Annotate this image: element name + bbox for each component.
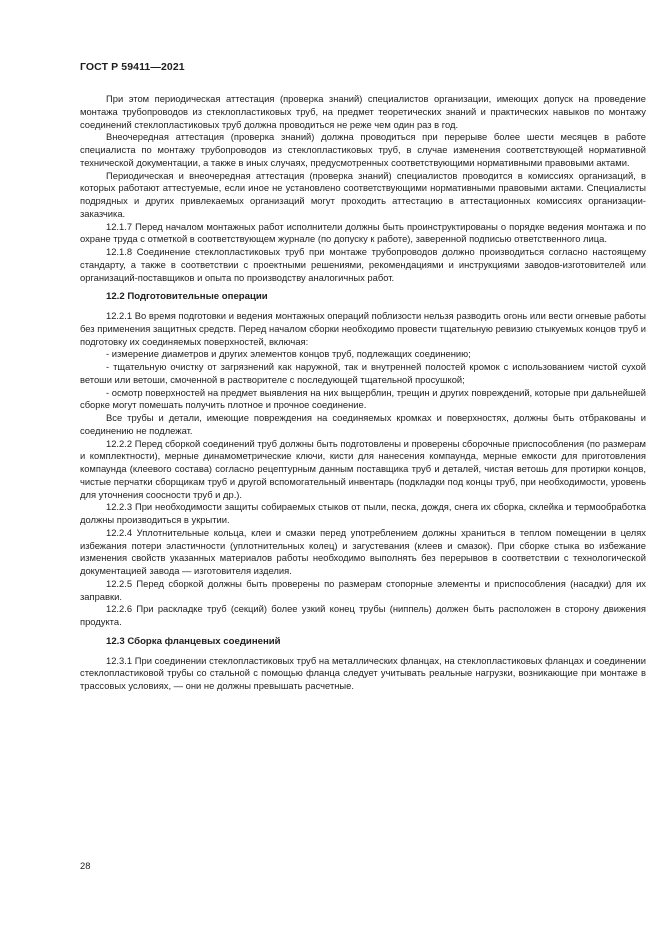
paragraph: 12.1.7 Перед началом монтажных работ исполнители должны быть проинструктированы о порядке ведения монтажа и по охране труда с отметкой в соответствующем журнале (по допуску к работе), заверенной подписью ответственного лица. [80, 220, 646, 245]
paragraph: 12.2.1 Во время подготовки и ведения монтажных операций поблизости нельзя разводить огонь или вести огневые работы без применения защитных средств. Перед началом сборки необходимо провести тщательную ревизию стыкуемых концов труб и подготовку их соединяемых поверхностей, включая: [80, 310, 646, 347]
paragraph: 12.2.6 При раскладке труб (секций) более узкий конец трубы (ниппель) должен быть расположен в сторону движения продукта. [80, 603, 646, 627]
paragraph: 12.2.5 Перед сборкой должны быть проверены по размерам стопорные элементы и приспособления (насадки) для их заправки. [80, 577, 646, 602]
section-heading: 12.3 Сборка фланцевых соединений [106, 635, 281, 647]
paragraph: Внеочередная аттестация (проверка знаний) должна проводиться при перерыве более шести месяцев в работе специалиста по монтажу трубопроводов из стеклопластиковых труб, в случае изменения соответствующей нормативной технической документации, а также в иных случаях, предусмотренных соответствующими нормативными правовыми актами. [80, 131, 646, 168]
paragraph: 12.2.2 Перед сборкой соединений труб должны быть подготовлены и проверены сборочные приспособления (по размерам и комплектности), мерные динамометрические ключи, кисти для нанесения компаунда, мерные емкости для приготовления компаунда (клеевого состава) согласно рецептурным данным поставщика труб и деталей, чистая ветошь для протирки концов, чистые перчатки сборщикам труб и другой вспомогательный инвентарь (подкладки под концы труб, при необходимости, уровень для уточнения соосности труб и др.). [80, 437, 646, 500]
document-header: ГОСТ Р 59411—2021 [80, 61, 185, 73]
paragraph: 12.1.8 Соединение стеклопластиковых труб при монтаже трубопроводов должно производиться согласно настоящему стандарту, а также в соответствии с проектными решениями, рекомендациями и инструкциями заводов-изготовителей или организаций-поставщиков и опыта по производству аналогичных работ. [80, 246, 646, 283]
paragraph: Периодическая и внеочередная аттестация (проверка знаний) специалистов проводится в комиссиях организаций, в которых работают аттестуемые, если иное не установлено соответствующими нормативными правовыми актами. Специалисты подрядных и других привлекаемых организаций могут проходить аттестацию в аттестационных комиссиях организации-заказчика. [80, 169, 646, 219]
page-number: 28 [80, 860, 91, 871]
paragraph: 12.2.4 Уплотнительные кольца, клеи и смазки перед употреблением должны храниться в теплом помещении в целях избежания потери эластичности (уплотнительных колец) и загустевания (клеев и смазок). При сборке стыка во избежание изменения свойств указанных материалов работы необходимо выполнять без перерывов в соответствии с технологической документацией завода — изготовителя изделия. [80, 526, 646, 576]
document-body [80, 93, 646, 693]
paragraph: Все трубы и детали, имеющие повреждения на соединяемых кромках и поверхностях, должны быть отбракованы и соединению не подлежат. [80, 412, 646, 436]
paragraph: При этом периодическая аттестация (проверка знаний) специалистов организации, имеющих допуск на проведение монтажа трубопроводов из стеклопластиковых труб, на предмет теоретических знаний и практических навыков по монтажу соединений стеклопластиковых труб должна проводиться не реже чем один раз в год. [80, 93, 646, 130]
paragraph: - тщательную очистку от загрязнений как наружной, так и внутренней полостей кромок с использованием чистой сухой ветоши или ветоши, смоченной в растворителе с последующей тщательной просушкой; [80, 361, 646, 385]
paragraph: - осмотр поверхностей на предмет выявления на них выщерблин, трещин и других повреждений, которые при дальнейшей сборке могут помешать получить плотное и прочное соединение. [80, 386, 646, 411]
paragraph: 12.3.1 При соединении стеклопластиковых труб на металлических фланцах, на стеклопластиковых фланцах и соединении стеклопластиковой трубы со стальной с помощью фланца следует учитывать реальные нагрузки, возникающие при монтаже в трассовых условиях, — они не должны превышать расчетные. [80, 654, 646, 691]
paragraph: 12.2.3 При необходимости защиты собираемых стыков от пыли, песка, дождя, снега их сборка, склейка и термообработка должны производиться в укрытии. [80, 501, 646, 525]
paragraph: - измерение диаметров и других элементов концов труб, подлежащих соединению; [106, 348, 471, 360]
section-heading: 12.2 Подготовительные операции [106, 291, 268, 303]
